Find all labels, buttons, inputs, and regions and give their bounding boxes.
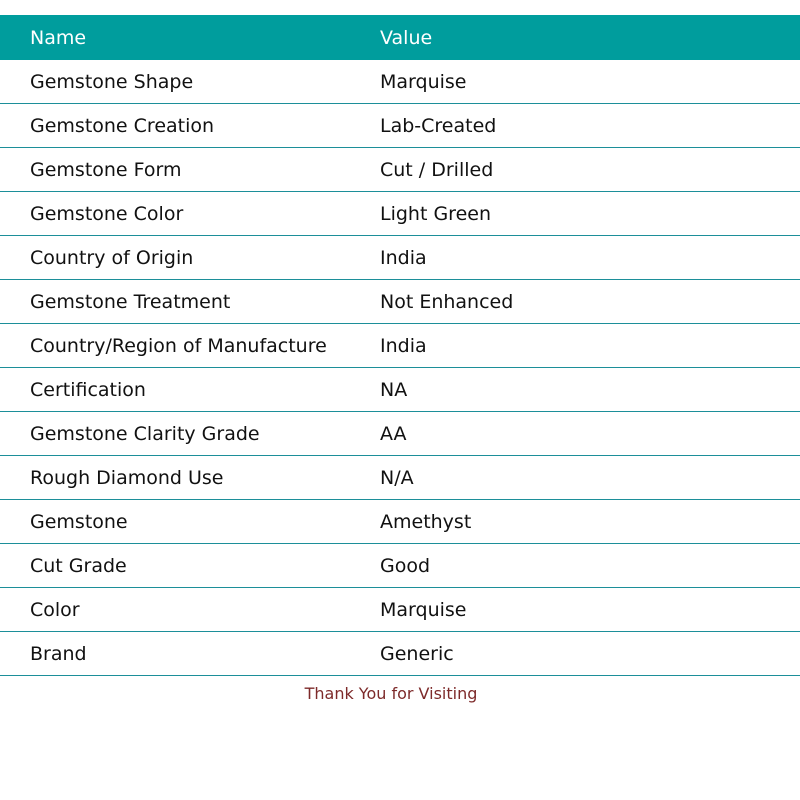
- table-row: [0, 500, 800, 544]
- row-name: Country of Origin: [0, 236, 350, 280]
- table-row: [0, 632, 800, 676]
- table-row: [0, 192, 800, 236]
- row-name: Rough Diamond Use: [0, 456, 350, 500]
- table-row: [0, 148, 800, 192]
- row-value: Lab-Created: [350, 104, 800, 148]
- row-value: Amethyst: [350, 500, 800, 544]
- row-value: NA: [350, 368, 800, 412]
- table-row: [0, 544, 800, 588]
- row-name: Gemstone Creation: [0, 104, 350, 148]
- table-row: [0, 324, 800, 368]
- row-value: Cut / Drilled: [350, 148, 800, 192]
- row-value: India: [350, 236, 800, 280]
- header-value: Value: [350, 15, 800, 60]
- row-value: Good: [350, 544, 800, 588]
- row-value: Generic: [350, 632, 800, 676]
- row-value: Not Enhanced: [350, 280, 800, 324]
- row-value: Light Green: [350, 192, 800, 236]
- table-row: [0, 588, 800, 632]
- table-header-row: [0, 15, 800, 60]
- row-name: Gemstone Shape: [0, 60, 350, 104]
- row-name: Gemstone Form: [0, 148, 350, 192]
- specifications-table: [0, 15, 800, 676]
- table-row: [0, 104, 800, 148]
- footer-thank-you: Thank You for Visiting: [304, 684, 478, 703]
- row-name: Certification: [0, 368, 350, 412]
- table-row: [0, 456, 800, 500]
- row-name: Gemstone: [0, 500, 350, 544]
- row-name: Gemstone Clarity Grade: [0, 412, 350, 456]
- row-value: India: [350, 324, 800, 368]
- table-row: [0, 412, 800, 456]
- row-value: N/A: [350, 456, 800, 500]
- header-name: Name: [0, 15, 350, 60]
- table-row: [0, 280, 800, 324]
- row-value: Marquise: [350, 60, 800, 104]
- row-name: Cut Grade: [0, 544, 350, 588]
- row-value: AA: [350, 412, 800, 456]
- row-name: Brand: [0, 632, 350, 676]
- row-name: Color: [0, 588, 350, 632]
- table-row: [0, 368, 800, 412]
- table-row: [0, 236, 800, 280]
- row-name: Gemstone Color: [0, 192, 350, 236]
- row-value: Marquise: [350, 588, 800, 632]
- table-row: [0, 60, 800, 104]
- row-name: Country/Region of Manufacture: [0, 324, 350, 368]
- row-name: Gemstone Treatment: [0, 280, 350, 324]
